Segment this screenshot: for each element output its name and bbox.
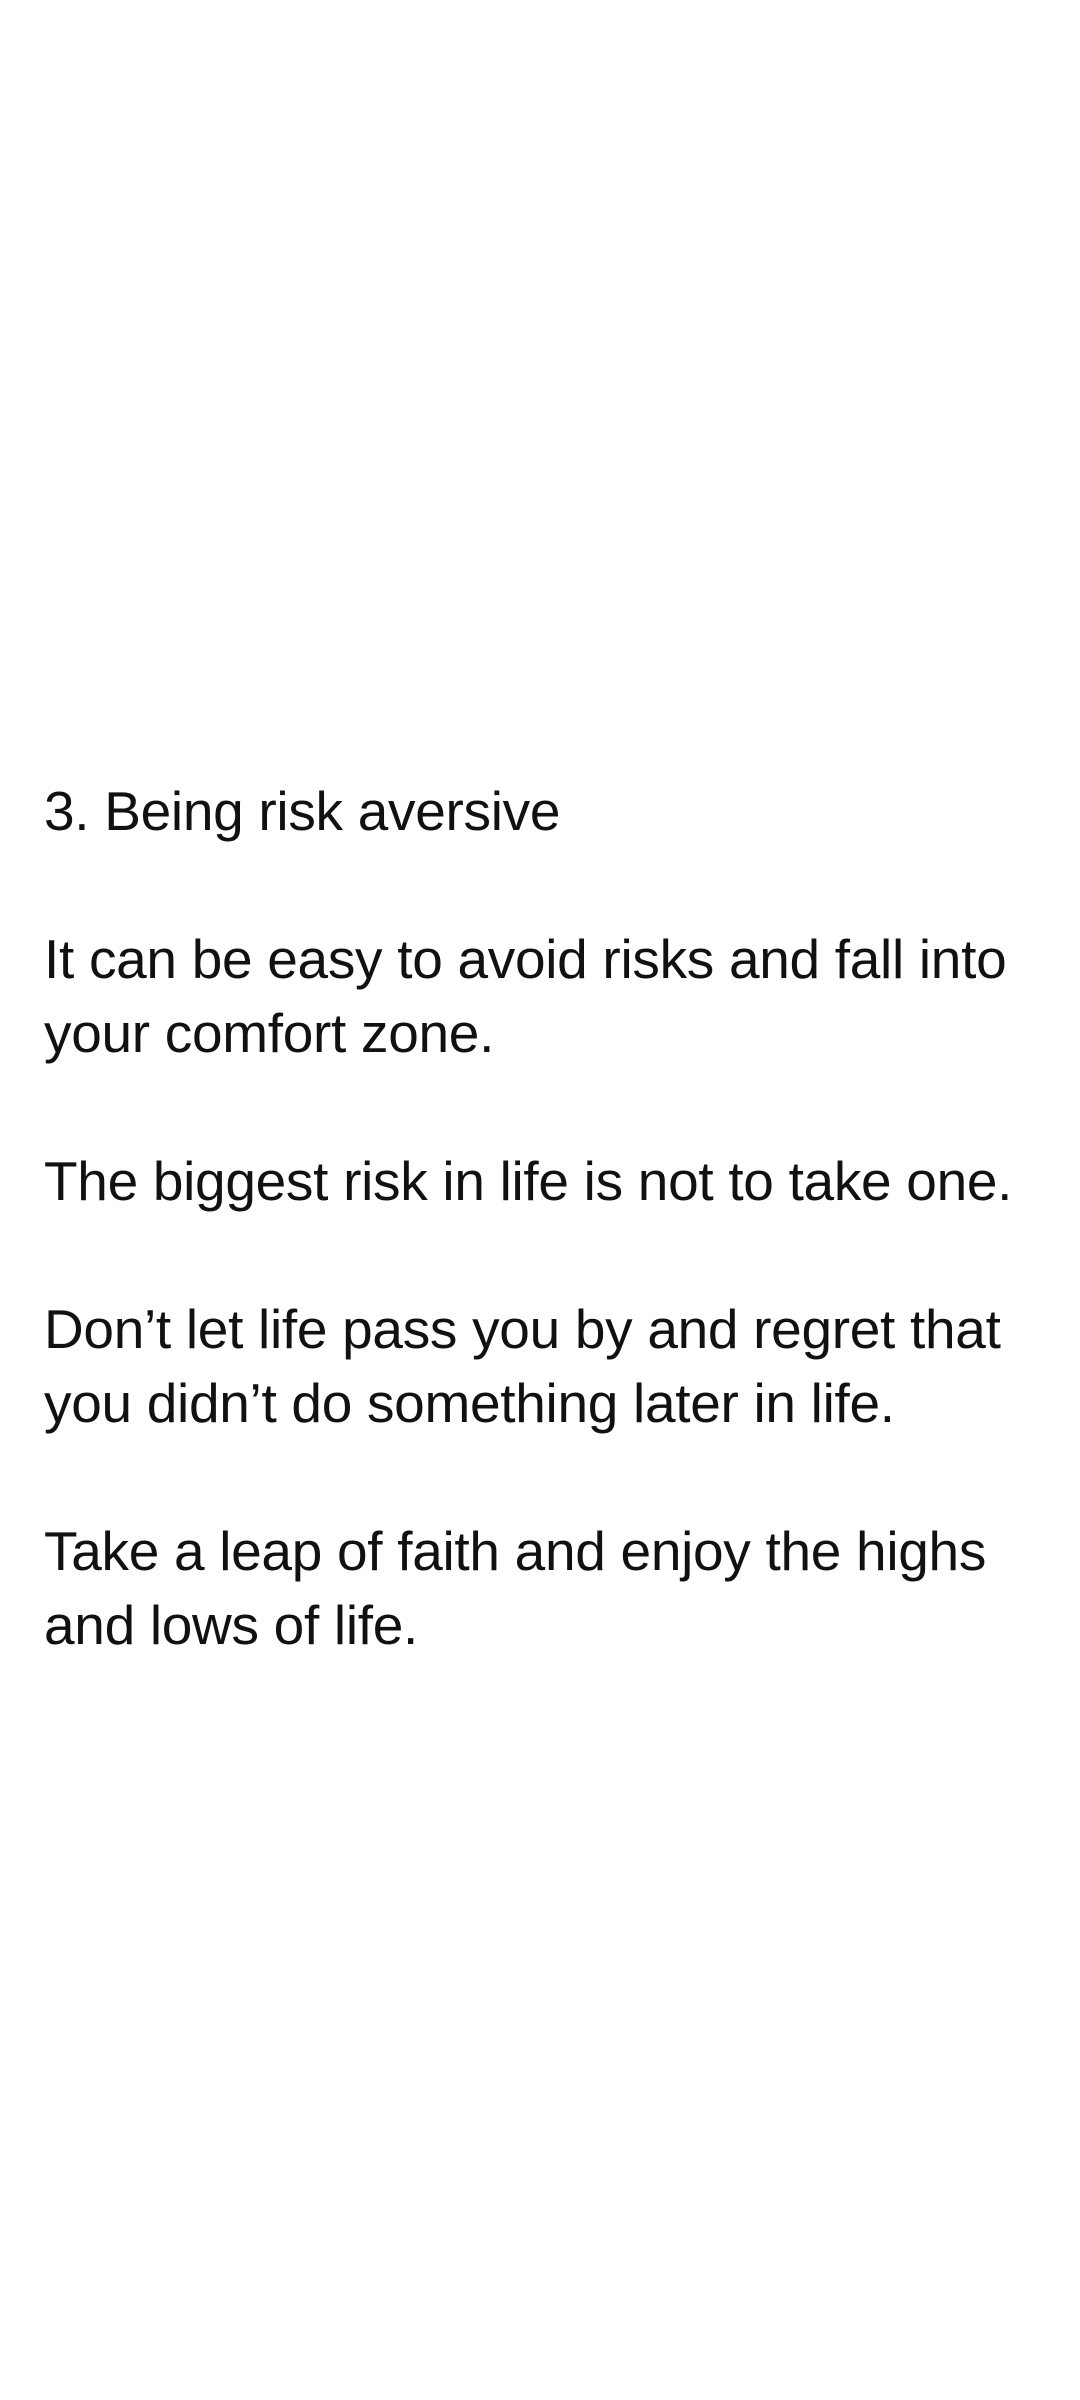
post-paragraph: The biggest risk in life is not to take one.: [44, 1150, 1013, 1212]
post-paragraph: It can be easy to avoid risks and fall into your comfort zone.: [44, 928, 1007, 1064]
post-content: [44, 774, 1044, 1662]
post-paragraph: Take a leap of faith and enjoy the highs and lows of life.: [44, 1520, 987, 1656]
post-paragraph: Don’t let life pass you by and regret that you didn’t do something later in life.: [44, 1298, 1001, 1434]
post-heading: 3. Being risk aversive: [44, 780, 561, 842]
